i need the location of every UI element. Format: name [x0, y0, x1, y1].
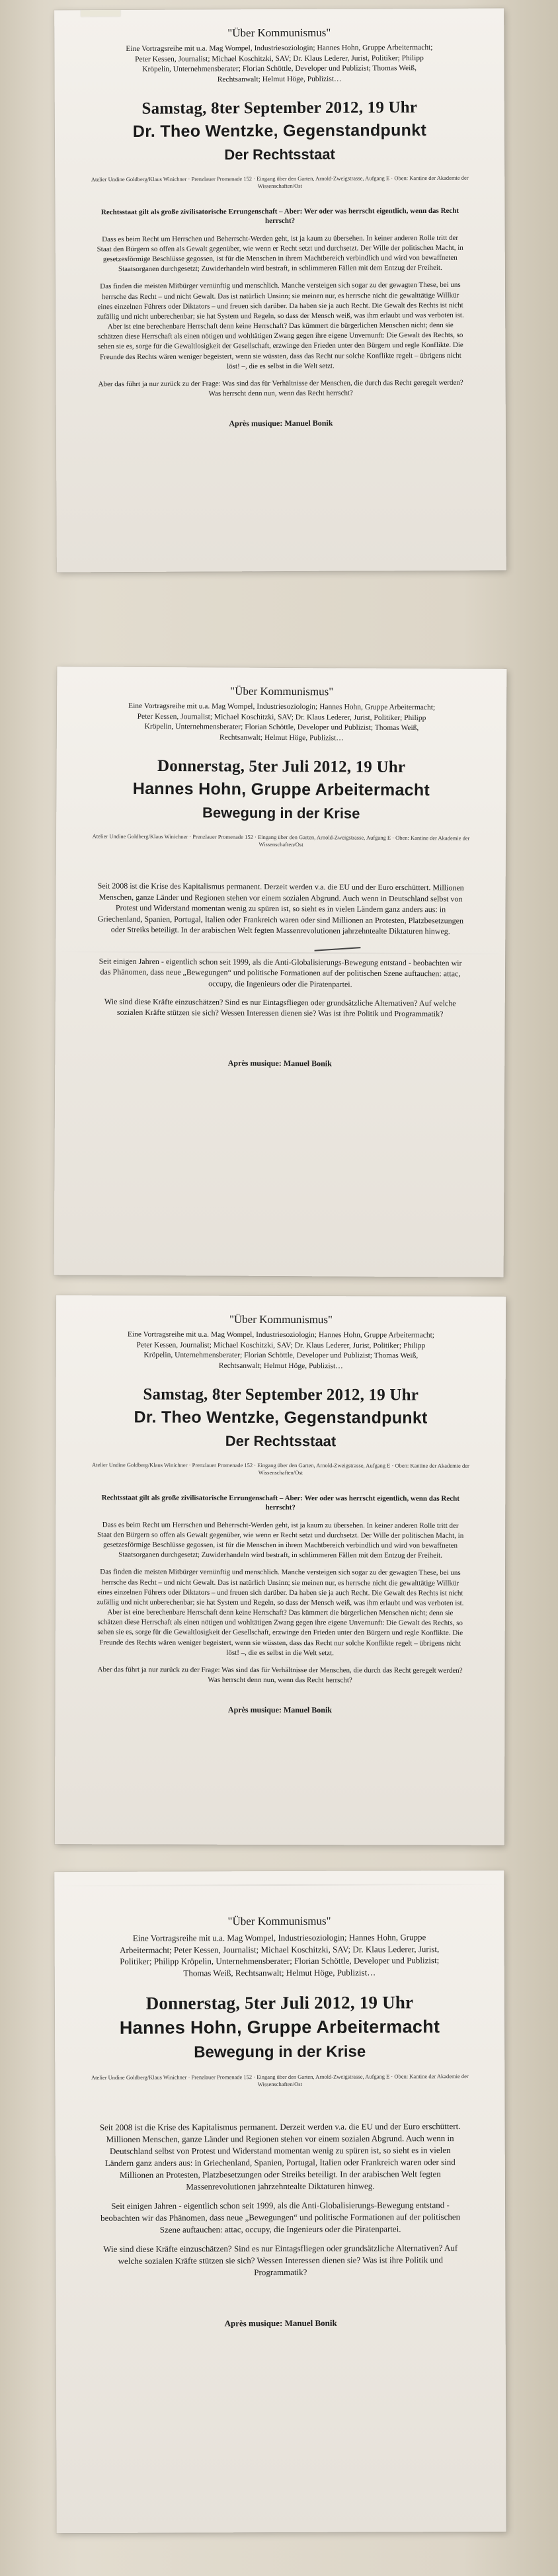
event-date: Samstag, 8ter September 2012, 19 Uhr: [143, 1385, 419, 1404]
lead-question: Rechtsstaat gilt als große zivilisatorische Errungenschaft – Aber: Wer oder was herrscht eigentlich, wenn das Recht herrscht?: [101, 1494, 459, 1512]
poster-bewegung-bottom: [54, 1871, 506, 2533]
body-paragraph: Seit 2008 ist die Krise des Kapitalismus permanent. Derzeit werden v.a. die EU und der Euro erschüttert. Millionen Menschen, ganze Länder und Regionen stehen vor einem sozialen Abgrund. Auch wenn in Deutschland selbst von Protest und Widerstand momentan wenig zu spüren ist, so sieht es in vielen Ländern ganz anders aus: in Griechenland, Spanien, Portugal, Italien oder Frankreich waren oder sind Millionen an Protesten, Platzbesetzungen oder Streiks beteiligt. In der arabischen Welt fegten Massenrevolutionen jahrzehntealte Diktaturen hinweg.: [97, 881, 464, 936]
speaker: Hannes Hohn, Gruppe Arbeitermacht: [132, 779, 430, 800]
series-description: Eine Vortragsreihe mit u.a. Mag Wompel, Industriesoziologin; Hannes Hohn, Gruppe Arbeitermacht; Peter Kessen, Journalist; Michael Koschitzki, SAV; Dr. Klaus Lederer, Jurist, Politiker; Philipp Kröpelin, Unternehmensberater; Florian Schöttle, Developer und Publizist; Thomas Weiß, Rechtsanwalt; Helmut Höge, Publizist…: [127, 1330, 434, 1370]
body-paragraph: Das finden die meisten Mitbürger vernünftig und menschlich. Manche versteigen sich sogar zu der gewagten These, bei uns herrsche das Recht – und nicht Gewalt. Das ist natürlich Unsinn; sie meinen nur, es herrsche nicht die gewalttätige Willkür eines einzelnen Führers oder Diktators – und freuen sich darüber. Da haben sie ja auch Recht. Die Gewalt des Rechts ist nicht zufällig und nicht unberechenbar; sie hat System und Regeln, so dass der Mensch weiß, was ihm erlaubt und was verboten ist. Aber ist eine berechenbare Herrschaft denn keine Herrschaft? Das kümmert die bürgerlichen Menschen nicht; denn sie schätzen diese Herrschaft als einen nötigen und wohltätigen Zwang gegen ihre eigene Unvernunft: Die Gewalt des Rechts, so sehen sie es, sorge für die Gewaltlosigkeit der Gesellschaft, erzwinge den Frieden unter den Bürgern und regle Konflikte. Die Freunde des Rechts wären weniger begeistert, wenn sie wüssten, dass das Recht nur solche Konflikte regelt – übrigens nicht löst! –, die es selbst in die Welt setzt.: [97, 1568, 464, 1658]
series-description: Eine Vortragsreihe mit u.a. Mag Wompel, Industriesoziologin; Hannes Hohn, Gruppe Arbeitermacht; Peter Kessen, Journalist; Michael Koschitzki, SAV; Dr. Klaus Lederer, Jurist, Politiker; Philipp Kröpelin, Unternehmensberater; Florian Schöttle, Developer und Publizist; Thomas Weiß, Rechtsanwalt; Helmut Höge, Publizist…: [128, 702, 436, 743]
event-date: Donnerstag, 5ter Juli 2012, 19 Uhr: [145, 1992, 414, 2013]
series-title: "Über Kommunismus": [230, 684, 334, 698]
body-paragraph: Dass es beim Recht um Herrschen und Beherrscht-Werden geht, ist ja kaum zu übersehen. In keiner anderen Rolle tritt der Staat den Bürgern so offen als Gewalt gegenüber, wie wenn er Recht setzt und durchsetzt. Der Wille der politischen Macht, in gesetzesförmige Beschlüsse gegossen, ist für die Menschen in ihrem Machtbereich verbindlich und wird von bewaffneten Staatsorganen durchgesetzt; Zuwiderhandeln wird bestraft, in schlimmeren Fällen mit dem Entzug der Freiheit.: [97, 1521, 464, 1560]
body-paragraph: Dass es beim Recht um Herrschen und Beherrscht-Werden geht, ist ja kaum zu übersehen. In keiner anderen Rolle tritt der Staat den Bürgern so offen als Gewalt gegenüber, wie wenn er Recht setzt und durchsetzt. Der Wille der politischen Macht, in gesetzesförmige Beschlüsse gegossen, ist für die Menschen in ihrem Machtbereich verbindlich und wird von bewaffneten Staatsorganen durchgesetzt; Zuwiderhandeln wird bestraft, in schlimmeren Fällen mit dem Entzug der Freiheit.: [97, 233, 463, 274]
series-description: Eine Vortragsreihe mit u.a. Mag Wompel, Industriesoziologin; Hannes Hohn, Gruppe Arbeitermacht; Peter Kessen, Journalist; Michael Koschitzki, SAV; Dr. Klaus Lederer, Jurist, Politiker; Philipp Kröpelin, Unternehmensberater; Florian Schöttle, Developer und Publizist; Thomas Weiß, Rechtsanwalt; Helmut Höge, Publizist…: [126, 43, 433, 83]
speaker: Dr. Theo Wentzke, Gegenstandpunkt: [134, 1408, 428, 1428]
after-music-credit: Après musique: Manuel Bonik: [229, 418, 333, 428]
handwritten-scribble: [312, 940, 473, 952]
after-music-credit: Après musique: Manuel Bonik: [227, 1058, 332, 1068]
series-title: "Über Kommunismus": [227, 26, 331, 40]
body-paragraph: Das finden die meisten Mitbürger vernünftig und menschlich. Manche versteigen sich sogar zu der gewagten These, bei uns herrsche das Recht – und nicht Gewalt. Das ist natürlich Unsinn; sie meinen nur, es herrsche nicht die gewalttätige Willkür eines einzelnen Führers oder Diktators – und freuen sich darüber. Da haben sie ja auch Recht. Die Gewalt des Rechts ist nicht zufällig und nicht unberechenbar; sie hat System und Regeln, so dass der Mensch weiß, was ihm erlaubt und was verboten ist. Aber ist eine berechenbare Herrschaft denn keine Herrschaft? Das kümmert die bürgerlichen Menschen nicht; denn sie schätzen diese Herrschaft als einen nötigen und wohltätigen Zwang gegen ihre eigene Unvernunft: Die Gewalt des Rechts, so sehen sie es, sorge für die Gewaltlosigkeit der Gesellschaft, erzwinge den Frieden unter den Bürgern und regle Konflikte. Die Freunde des Rechts wären weniger begeistert, wenn sie wüssten, dass das Recht nur solche Konflikte regelt – übrigens nicht löst! –, die es selbst in die Welt setzt.: [97, 281, 464, 371]
after-music-credit: Après musique: Manuel Bonik: [224, 2317, 337, 2328]
venue-info: Atelier Undine Goldberg/Klaus Winichner · Prenzlauer Promenade 152 · Eingang über den Garten, Arnold-Zweigstrasse, Aufgang E · Oben: Kantine der Akademie der Wissenschaften/Ost: [92, 832, 470, 848]
talk-title: Bewegung in der Krise: [202, 804, 360, 822]
body-paragraph: Wie sind diese Kräfte einzuschätzen? Sind es nur Eintagsfliegen oder grundsätzliche Alternativen? Auf welche sozialen Kräfte stützen sie sich? Wessen Interessen dienen sie? Was ist ihre Politik und Programmatik?: [104, 996, 456, 1019]
series-title: "Über Kommunismus": [229, 1312, 333, 1326]
series-description: Eine Vortragsreihe mit u.a. Mag Wompel, Industriesoziologin; Hannes Hohn, Gruppe Arbeitermacht; Peter Kessen, Journalist; Michael Koschitzki, SAV; Dr. Klaus Lederer, Jurist, Politiker; Philipp Kröpelin, Unternehmensberater; Florian Schöttle, Developer und Publizist; Thomas Weiß, Rechtsanwalt; Helmut Höge, Publizist…: [120, 1932, 440, 1978]
body-paragraph: Aber das führt ja nur zurück zu der Frage: Was sind das für Verhältnisse der Menschen, die durch das Recht geregelt werden? Was herrscht denn nun, wenn das Recht herrscht?: [98, 378, 463, 398]
speaker: Hannes Hohn, Gruppe Arbeitermacht: [119, 2017, 440, 2038]
venue-info: Atelier Undine Goldberg/Klaus Winichner · Prenzlauer Promenade 152 · Eingang über den Garten, Arnold-Zweigstrasse, Aufgang E · Oben: Kantine der Akademie der Wissenschaften/Ost: [91, 174, 469, 190]
after-music-credit: Après musique: Manuel Bonik: [227, 1705, 332, 1715]
talk-title: Bewegung in der Krise: [194, 2042, 366, 2062]
body-paragraph: Aber das führt ja nur zurück zu der Frage: Was sind das für Verhältnisse der Menschen, die durch das Recht geregelt werden? Was herrscht denn nun, wenn das Recht herrscht?: [97, 1666, 463, 1685]
poster-bewegung-upper: [54, 666, 507, 1277]
speaker: Dr. Theo Wentzke, Gegenstandpunkt: [132, 121, 427, 141]
body-paragraph: Wie sind diese Kräfte einzuschätzen? Sind es nur Eintagsfliegen oder grundsätzliche Alternativen? Auf welche sozialen Kräfte stützen sie sich? Wessen Interessen dienen sie? Was ist ihre Politik und Programmatik?: [103, 2242, 458, 2277]
series-title: "Über Kommunismus": [227, 1914, 331, 1928]
venue-info: Atelier Undine Goldberg/Klaus Winichner · Prenzlauer Promenade 152 · Eingang über den Garten, Arnold-Zweigstrasse, Aufgang E · Oben: Kantine der Akademie der Wissenschaften/Ost: [91, 2073, 469, 2088]
body-paragraph: Seit 2008 ist die Krise des Kapitalismus permanent. Derzeit werden v.a. die EU und der Euro erschüttert. Millionen Menschen, ganze Länder und Regionen stehen vor einem sozialen Abgrund. Auch wenn in Deutschland selbst von Protest und Widerstand momentan wenig zu spüren ist, so sieht es in vielen Ländern ganz anders aus: in Griechenland, Spanien, Portugal, Italien oder Frankreich waren oder sind Millionen an Protesten, Platzbesetzungen oder Streiks beteiligt. In der arabischen Welt fegten Massenrevolutionen jahrzehntealte Diktaturen hinweg.: [99, 2121, 461, 2192]
talk-title: Der Rechtsstaat: [225, 1432, 337, 1450]
poster-rechtsstaat-top: [54, 9, 506, 573]
lead-question: Rechtsstaat gilt als große zivilisatorische Errungenschaft – Aber: Wer oder was herrscht eigentlich, wenn das Recht herrscht?: [100, 206, 459, 225]
venue-info: Atelier Undine Goldberg/Klaus Winichner · Prenzlauer Promenade 152 · Eingang über den Garten, Arnold-Zweigstrasse, Aufgang E · Oben: Kantine der Akademie der Wissenschaften/Ost: [91, 1461, 469, 1476]
event-date: Samstag, 8ter September 2012, 19 Uhr: [141, 99, 418, 118]
paper-crease: [54, 1884, 504, 1886]
event-date: Donnerstag, 5ter Juli 2012, 19 Uhr: [157, 757, 406, 777]
poster-rechtsstaat-lower: [55, 1295, 506, 1845]
body-paragraph: Seit einigen Jahren - eigentlich schon seit 1999, als die Anti-Globalisierungs-Bewegung entstand - beobachten wir das Phänomen, dass neue „Bewegungen“ und politische Formationen auf der politischen Szene auftauchen: attac, occupy, die Ingenieurs oder die Piratenpartei.: [100, 2200, 461, 2235]
talk-title: Der Rechtsstaat: [224, 145, 335, 163]
body-paragraph: Seit einigen Jahren - eigentlich schon seit 1999, als die Anti-Globalisierungs-Bewegung entstand - beobachten wir das Phänomen, dass neue „Bewegungen“ und politische Formationen auf der politischen Szene auftauchen: attac, occupy, die Ingenieurs oder die Piratenpartei.: [99, 956, 462, 989]
tape-strip: [81, 9, 120, 17]
